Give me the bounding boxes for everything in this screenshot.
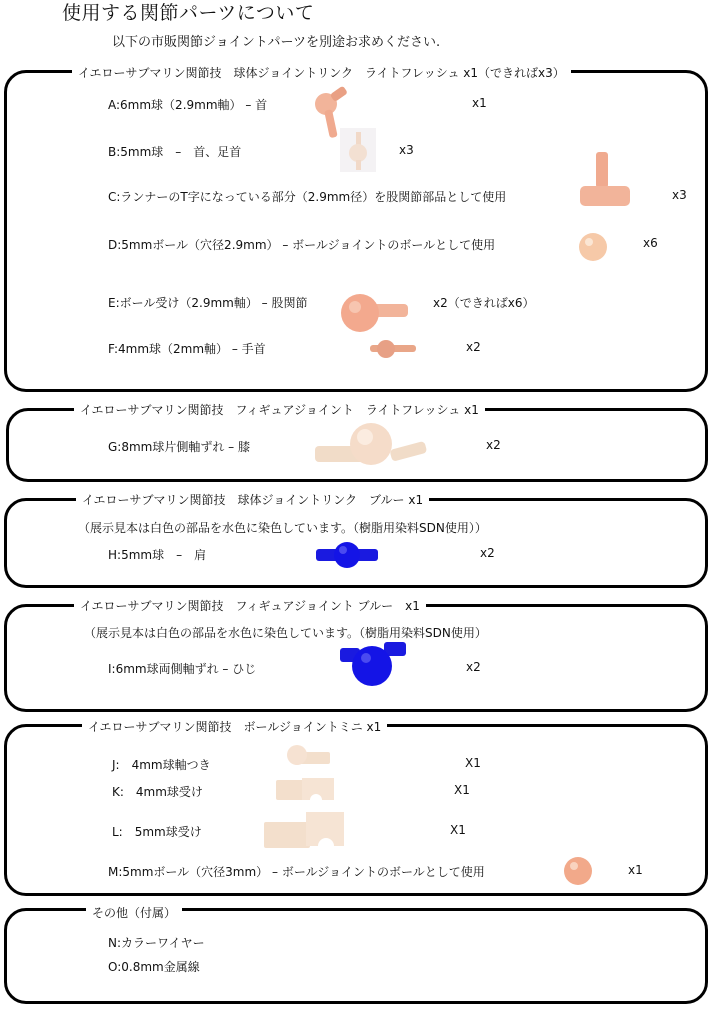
ball-icon bbox=[578, 232, 608, 262]
item-quantity: X1 bbox=[450, 823, 466, 837]
section-title: イエローサブマリン関節技 球体ジョイントリンク ライトフレッシュ x1（できればx3） bbox=[72, 64, 571, 81]
shaft-ball-icon bbox=[286, 744, 330, 770]
section-title: イエローサブマリン関節技 フィギュアジョイント ライトフレッシュ x1 bbox=[74, 401, 485, 418]
item-label: B:5mm球 – 首、足首 bbox=[108, 145, 242, 159]
shoulder-joint-icon bbox=[316, 540, 378, 570]
section-accessories bbox=[4, 908, 708, 1004]
ball-socket-icon bbox=[340, 292, 410, 336]
item-label: G:8mm球片側軸ずれ – 膝 bbox=[108, 440, 250, 454]
item-label: K: 4mm球受け bbox=[112, 785, 203, 799]
item-quantity: x3 bbox=[672, 188, 687, 202]
page-title: 使用する関節パーツについて bbox=[62, 2, 315, 24]
wrist-ball-icon bbox=[370, 338, 416, 360]
item-label: F:4mm球（2mm軸） – 手首 bbox=[108, 342, 266, 356]
item-label: E:ボール受け（2.9mm軸） – 股関節 bbox=[108, 296, 308, 310]
item-label: C:ランナーのT字になっている部分（2.9mm径）を股関節部品として使用 bbox=[108, 190, 507, 204]
item-quantity: x2 bbox=[486, 438, 501, 452]
item-label: J: 4mm球軸つき bbox=[112, 758, 211, 772]
item-label: A:6mm球（2.9mm軸） – 首 bbox=[108, 98, 268, 112]
knee-joint-icon bbox=[315, 422, 427, 470]
small-socket-icon bbox=[276, 772, 336, 804]
item-quantity: x1 bbox=[628, 863, 643, 877]
section-title: イエローサブマリン関節技 フィギュアジョイント ブルー x1 bbox=[74, 597, 426, 614]
item-quantity: x6 bbox=[643, 236, 658, 250]
item-quantity: x2 bbox=[466, 340, 481, 354]
item-label: I:6mm球両側軸ずれ – ひじ bbox=[108, 662, 257, 676]
item-label: H:5mm球 – 肩 bbox=[108, 548, 207, 562]
small-ball-icon bbox=[562, 856, 594, 886]
elbow-joint-icon bbox=[340, 640, 408, 688]
page-subtitle: 以下の市販関節ジョイントパーツを別途お求めください. bbox=[112, 35, 441, 50]
section-note: （展示見本は白色の部品を水色に染色しています。（樹脂用染料SDN使用）） bbox=[78, 521, 487, 535]
item-quantity: x2 bbox=[466, 660, 481, 674]
item-label: D:5mmボール（穴径2.9mm） – ボールジョイントのボールとして使用 bbox=[108, 238, 496, 252]
item-label: N:カラーワイヤー bbox=[108, 936, 205, 950]
item-quantity: x2（できればx6） bbox=[433, 296, 535, 310]
item-quantity: x3 bbox=[399, 143, 414, 157]
item-label: M:5mmボール（穴径3mm） – ボールジョイントのボールとして使用 bbox=[108, 865, 485, 879]
section-note: （展示見本は白色の部品を水色に染色しています。（樹脂用染料SDN使用） bbox=[84, 626, 487, 640]
item-quantity: X1 bbox=[465, 756, 481, 770]
section-title: イエローサブマリン関節技 球体ジョイントリンク ブルー x1 bbox=[76, 491, 429, 508]
item-quantity: x1 bbox=[472, 96, 487, 110]
item-quantity: x2 bbox=[480, 546, 495, 560]
item-quantity: X1 bbox=[454, 783, 470, 797]
section-title: イエローサブマリン関節技 ボールジョイントミニ x1 bbox=[82, 718, 387, 735]
ankle-ball-icon bbox=[340, 128, 376, 172]
item-label: O:0.8mm金属線 bbox=[108, 960, 200, 974]
item-label: L: 5mm球受け bbox=[112, 825, 202, 839]
t-runner-icon bbox=[578, 152, 634, 210]
section-title: その他（付属） bbox=[86, 904, 182, 921]
large-socket-icon bbox=[264, 806, 344, 850]
